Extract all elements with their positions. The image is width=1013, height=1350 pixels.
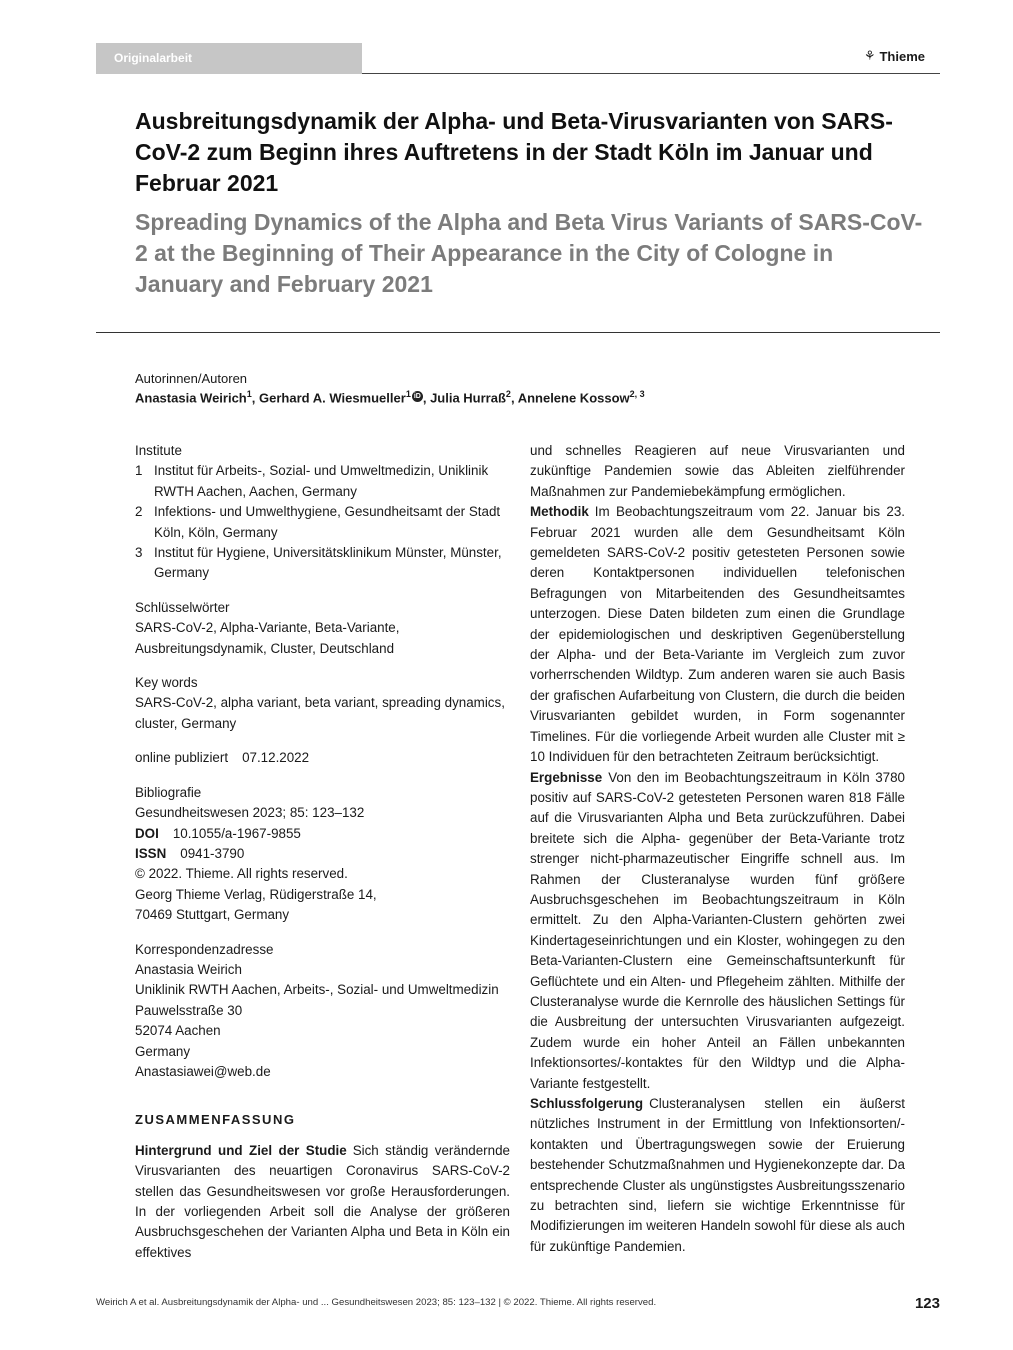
korrespondenz-line: 52074 Aachen bbox=[135, 1023, 221, 1039]
keywords-block bbox=[135, 673, 510, 734]
keywords-heading: Key words bbox=[135, 675, 198, 691]
institute-text: Infektions- und Umwelthygiene, Gesundheitsamt der Stadt Köln, Köln, Germany bbox=[154, 504, 501, 540]
schluss-lead: Schlussfolgerung bbox=[530, 1096, 644, 1111]
bibliografie-heading: Bibliografie bbox=[135, 784, 202, 800]
zusammenfassung-heading: ZUSAMMENFASSUNG bbox=[135, 1112, 296, 1128]
author-affiliation: 1 bbox=[405, 389, 411, 399]
issn-line bbox=[135, 844, 510, 864]
authors-label: Autorinnen/Autoren bbox=[135, 371, 248, 386]
bibliografie-citation: Gesundheitswesen 2023; 85: 123–132 bbox=[135, 805, 365, 821]
schluss-paragraph bbox=[530, 1094, 905, 1257]
publisher-name: Thieme bbox=[879, 48, 925, 64]
ergebnisse-lead: Ergebnisse bbox=[530, 769, 603, 785]
author-name: Annelene Kossow bbox=[517, 390, 630, 406]
author-name: Julia Hurraß bbox=[430, 390, 506, 406]
title-german: Ausbreitungsdynamik der Alpha- und Beta-Virusvarianten von SARS-CoV-2 zum Beginn ihres Auftretens in der Stadt Köln im Januar und Februar 2021 bbox=[135, 108, 893, 196]
copyright-line: © 2022. Thieme. All rights reserved. bbox=[135, 866, 348, 882]
methodik-paragraph bbox=[530, 502, 905, 767]
institute-number: 3 bbox=[135, 545, 143, 561]
header-rule bbox=[362, 73, 940, 74]
institute-text: Institut für Arbeits-, Sozial- und Umweltmedizin, Uniklinik RWTH Aachen, Aachen, Germany bbox=[154, 463, 489, 499]
doi-label: DOI bbox=[135, 825, 159, 841]
list-item bbox=[135, 543, 510, 584]
thieme-logo-icon: ⚘ bbox=[863, 48, 876, 63]
right-column bbox=[530, 441, 905, 1257]
left-column bbox=[135, 441, 510, 1263]
institute-number: 2 bbox=[135, 504, 143, 520]
author-affiliation: 2, 3 bbox=[629, 389, 645, 399]
keywords-text: SARS-CoV-2, alpha variant, beta variant, spreading dynamics, cluster, Germany bbox=[135, 695, 505, 731]
schluesselwoerter-block bbox=[135, 598, 510, 659]
list-item bbox=[135, 502, 510, 543]
ergebnisse-paragraph bbox=[530, 768, 905, 1095]
publisher-city: 70469 Stuttgart, Germany bbox=[135, 907, 290, 923]
online-published bbox=[135, 748, 510, 768]
korrespondenz-line: Germany bbox=[135, 1043, 191, 1059]
methodik-text: Im Beobachtungszeitraum vom 22. Januar bis 23. Februar 2021 wurden alle dem Gesundheitsamt Köln gemeldeten SARS-CoV-2 positiv getesteten Personen sowie deren Kontaktpersonen individuellen telefonischen Befragungen von Mitarbeitenden des Gesundheitsamtes unterzogen. Diese Daten bildeten zum einen die Grundlage der epidemiologischen und deskriptiven Gegenüberstellung der Alpha- und der Beta-Variante im Vergleich zum zuvor vorherrschenden Wildtyp. Zum anderen waren sie auch Basis der grafischen Aufarbeitung von Clustern, die durch die beiden Virusvarianten gebildet wurden, in Form sogenannter Timelines. Für die vorliegende Arbeit wurden alle Cluster mit ≥ 10 Individuen für den betrachteten Zeitraum berücksichtigt. bbox=[530, 504, 905, 765]
korrespondenz-heading: Korrespondenzadresse bbox=[135, 941, 274, 957]
title-rule bbox=[96, 332, 940, 333]
hintergrund-text: Sich ständig verändernde Virusvarianten des neuartigen Coronavirus SARS-CoV-2 stellen das Gesundheitswesen vor große Herausforderungen. In der vorliegenden Arbeit soll die Analyse der größeren Ausbruchsgeschehen der Varianten Alpha und Beta in Köln ein effektives bbox=[135, 1142, 510, 1260]
author-name: Anastasia Weirich bbox=[135, 390, 247, 406]
schluss-text: Clusteranalysen stellen ein äußerst nützliches Instrument in der Ermittlung von Infektionsorten/-kontakten und Übertragungswegen sowie der Eruierung bestehender Schutzmaßnahmen und Hygienekonzepte dar. Da entsprechende Cluster als ungünstigstes Ausbreitungsszenario zu betrachten sind, liefern sie wichtige Erkenntnisse für Modifizierungen im weiteren Handeln sowohl für diese als auch für zukünftige Pandemien. bbox=[530, 1096, 905, 1254]
hintergrund-paragraph bbox=[135, 1141, 510, 1263]
doi-line bbox=[135, 824, 510, 844]
methodik-lead: Methodik bbox=[530, 504, 589, 520]
author-affiliation: 1 bbox=[246, 389, 252, 399]
online-label: online publiziert bbox=[135, 750, 229, 766]
section-badge: Originalarbeit bbox=[96, 43, 362, 74]
institute-heading: Institute bbox=[135, 443, 182, 458]
institute-text: Institut für Hygiene, Universitätsklinikum Münster, Münster, Germany bbox=[154, 545, 502, 581]
author-list: Anastasia Weirich$^1$, Gerhard A. Wiesmueller$^1$ iD , Julia Hurraß$^2$, Annelene Kossow$^{2, 3}$ bbox=[135, 389, 645, 406]
issn-value: 0941-3790 bbox=[180, 845, 245, 861]
institute-number: 1 bbox=[135, 463, 143, 479]
author-affiliation: 2 bbox=[505, 389, 511, 399]
institute-block bbox=[135, 441, 510, 584]
korrespondenz-email[interactable]: Anastasiawei@web.de bbox=[135, 1063, 271, 1079]
author-name: Gerhard A. Wiesmueller bbox=[259, 390, 406, 406]
korrespondenz-line: Pauwelsstraße 30 bbox=[135, 1002, 243, 1018]
hintergrund-lead: Hintergrund und Ziel der Studie bbox=[135, 1142, 347, 1158]
title-english: Spreading Dynamics of the Alpha and Beta Virus Variants of SARS-CoV-2 at the Beginning of Their Appearance in the City of Cologne in January and February 2021 bbox=[135, 209, 923, 297]
footer-citation: Weirich A et al. Ausbreitungsdynamik der Alpha- und ... Gesundheitswesen 2023; 85: 123–132 | © 2022. Thieme. All rights reserved. bbox=[96, 1297, 657, 1308]
hintergrund-continuation: und schnelles Reagieren auf neue Virusvarianten und zukünftige Pandemien sowie das Ableiten zielführender Maßnahmen zur Pandemiebekämpfung ermöglichen. bbox=[530, 443, 905, 499]
schluesselwoerter-text: SARS-CoV-2, Alpha-Variante, Beta-Variante, Ausbreitungsdynamik, Cluster, Deutschland bbox=[135, 620, 400, 656]
ergebnisse-text: Von den im Beobachtungszeitraum in Köln 3780 positiv auf SARS-CoV-2 getesteten Personen waren 818 Fälle auf die Virusvarianten Alpha und Beta zurückzuführen. Dabei breitete sich die Alpha- gegenüber der Beta-Variante trotz strenger nicht-pharmazeutischer Eingriffe schnell aus. Im Rahmen der Clusteranalyse wurden fünf größere Ausbruchsgeschehen im Beobachtungszeitraum in Köln ermittelt. Zu den Alpha-Varianten-Clustern gehörten zwei Kindertageseinrichtungen und ein Kloster, wohingegen zu den Beta-Varianten-Clustern eine Gemeinschaftsunterkunft für Geflüchtete und ein Alten- und Pflegeheim zählten. Mithilfe der Clusteranalyse wurde die Kernrolle des häuslichen Settings für die Ausbreitung der untersuchten Virusvarianten aufgezeigt. Zudem wurde ein hoher Anteil an Fällen unbekannten Infektionsortes/-kontaktes für den Wildtyp und die Alpha-Variante festgestellt. bbox=[530, 769, 905, 1091]
orcid-icon[interactable]: iD bbox=[413, 393, 421, 401]
institute-list bbox=[135, 461, 510, 583]
schluesselwoerter-heading: Schlüsselwörter bbox=[135, 599, 230, 615]
online-date: 07.12.2022 bbox=[242, 750, 310, 766]
bibliografie-block bbox=[135, 783, 510, 926]
page-number: 123 bbox=[914, 1295, 940, 1312]
korrespondenz-block bbox=[135, 940, 510, 1083]
issn-label: ISSN bbox=[135, 845, 167, 861]
korrespondenz-line: Anastasia Weirich bbox=[135, 961, 242, 977]
publisher-address: Georg Thieme Verlag, Rüdigerstraße 14, bbox=[135, 886, 377, 902]
publisher-brand bbox=[864, 48, 925, 64]
korrespondenz-line: Uniklinik RWTH Aachen, Arbeits-, Sozial- und Umweltmedizin bbox=[135, 982, 499, 998]
list-item bbox=[135, 461, 510, 502]
doi-value[interactable]: 10.1055/a-1967-9855 bbox=[172, 825, 301, 841]
